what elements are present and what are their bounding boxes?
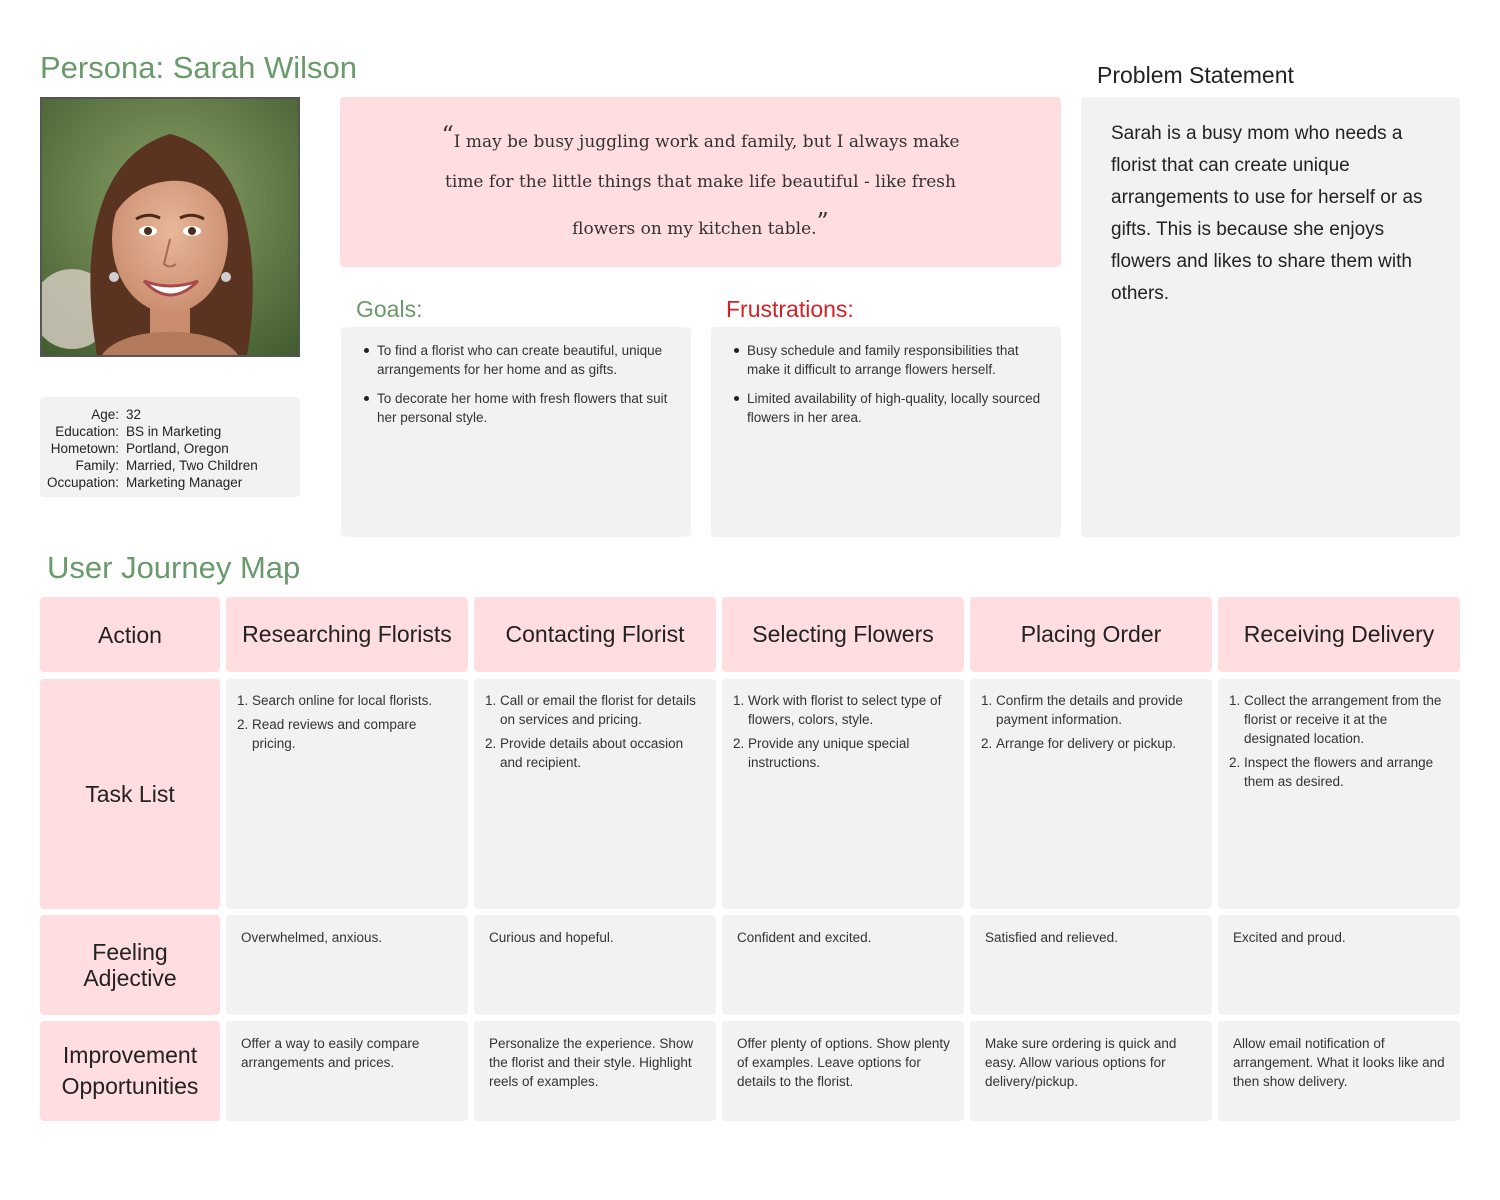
row-header-label: Improvement xyxy=(62,1042,198,1068)
feeling-cell xyxy=(474,915,716,1015)
task-text: Confirm the details and provide payment information. xyxy=(996,693,1183,727)
persona-quote xyxy=(440,115,961,249)
persona-portrait-image xyxy=(42,99,298,355)
persona-title: Persona: Sarah Wilson xyxy=(40,50,358,85)
info-key: Family: xyxy=(75,458,119,473)
info-value: Marketing Manager xyxy=(126,475,243,490)
task-item xyxy=(981,734,1202,753)
feeling-text: Satisfied and relieved. xyxy=(985,930,1118,945)
feeling-cell xyxy=(722,915,964,1015)
task-list xyxy=(722,679,964,772)
quote-text: I may be busy juggling work and family, but I always make time for the little things that make life beautiful - like fresh flowers on my kitchen table. xyxy=(445,132,960,239)
improvement-text: Offer plenty of options. Show plenty of examples. Leave options for details to the florist. xyxy=(737,1036,950,1089)
task-number: 2. xyxy=(981,736,993,751)
frustration-item: Limited availability of high-quality, locally sourced flowers in her area. xyxy=(733,389,1047,427)
stage-name: Contacting Florist xyxy=(505,621,685,647)
problem-statement-heading: Problem Statement xyxy=(1097,62,1294,88)
task-item xyxy=(733,734,954,772)
row-header-improvement xyxy=(40,1021,220,1121)
stage-header xyxy=(970,597,1212,672)
stage-name: Placing Order xyxy=(1020,621,1162,647)
task-item xyxy=(485,691,706,729)
task-list xyxy=(226,679,468,753)
task-text: Search online for local florists. xyxy=(252,693,433,708)
task-text: Provide details about occasion and recipient. xyxy=(500,736,684,770)
improvement-text: Make sure ordering is quick and easy. Allow various options for delivery/pickup. xyxy=(985,1036,1177,1089)
info-row xyxy=(40,457,300,474)
stage-name: Researching Florists xyxy=(242,621,452,647)
row-header-feeling xyxy=(40,915,220,1015)
task-number: 1. xyxy=(733,693,745,708)
problem-statement-card xyxy=(1081,97,1460,537)
task-number: 1. xyxy=(981,693,993,708)
stage-header xyxy=(226,597,468,672)
row-header-label: Adjective xyxy=(83,965,177,991)
frustrations-list xyxy=(733,341,1047,427)
task-item xyxy=(1229,753,1450,791)
improvement-cell xyxy=(722,1021,964,1121)
row-header-label: Action xyxy=(98,621,162,648)
task-item xyxy=(1229,691,1450,748)
row-header-label: Opportunities xyxy=(61,1073,199,1099)
task-item xyxy=(485,734,706,772)
info-value: Portland, Oregon xyxy=(126,441,229,456)
goal-item: To decorate her home with fresh flowers that suit her personal style. xyxy=(363,389,673,427)
stage-name: Receiving Delivery xyxy=(1243,621,1435,647)
improvement-cell xyxy=(226,1021,468,1121)
feeling-text: Confident and excited. xyxy=(737,930,872,945)
improvement-cell xyxy=(1218,1021,1460,1121)
persona-photo xyxy=(40,97,300,357)
task-list-cell xyxy=(474,679,716,909)
task-number: 1. xyxy=(485,693,497,708)
improvement-text: Offer a way to easily compare arrangements and prices. xyxy=(241,1036,420,1070)
feeling-cell xyxy=(1218,915,1460,1015)
info-key: Age: xyxy=(91,407,119,422)
task-list xyxy=(970,679,1212,753)
task-text: Provide any unique special instructions. xyxy=(748,736,910,770)
open-quote-mark: “ xyxy=(441,121,454,149)
task-item xyxy=(237,715,458,753)
task-number: 2. xyxy=(237,717,249,732)
task-list xyxy=(1218,679,1460,791)
frustrations-heading: Frustrations: xyxy=(726,296,854,322)
frustrations-card xyxy=(711,327,1061,537)
quote-box xyxy=(340,97,1061,267)
goals-list xyxy=(363,341,673,427)
journey-map-title: User Journey Map xyxy=(47,550,301,585)
task-text: Call or email the florist for details on services and pricing. xyxy=(500,693,696,727)
goals-card xyxy=(341,327,691,537)
stage-header xyxy=(722,597,964,672)
stage-header xyxy=(474,597,716,672)
problem-statement-text: Sarah is a busy mom who needs a florist that can create unique arrangements to use for herself or as gifts. This is because she enjoys flowers and likes to share them with others. xyxy=(1111,123,1423,304)
task-text: Inspect the flowers and arrange them as desired. xyxy=(1244,755,1434,789)
info-value: Married, Two Children xyxy=(126,458,258,473)
info-key: Hometown: xyxy=(50,441,119,456)
goal-item: To find a florist who can create beautiful, unique arrangements for her home and as gifts. xyxy=(363,341,673,379)
task-list-cell xyxy=(226,679,468,909)
info-value: BS in Marketing xyxy=(126,424,222,439)
info-row xyxy=(40,474,300,491)
frustration-item: Busy schedule and family responsibilities that make it difficult to arrange flowers herself. xyxy=(733,341,1047,379)
stage-header xyxy=(1218,597,1460,672)
goals-heading: Goals: xyxy=(356,296,423,322)
task-text: Read reviews and compare pricing. xyxy=(252,717,417,751)
task-text: Arrange for delivery or pickup. xyxy=(996,736,1177,751)
task-list-cell xyxy=(970,679,1212,909)
feeling-text: Curious and hopeful. xyxy=(489,930,614,945)
feeling-text: Overwhelmed, anxious. xyxy=(241,930,383,945)
close-quote-mark: ” xyxy=(816,208,829,236)
improvement-text: Personalize the experience. Show the florist and their style. Highlight reels of examples. xyxy=(489,1036,694,1089)
improvement-cell xyxy=(970,1021,1212,1121)
improvement-cell xyxy=(474,1021,716,1121)
info-key: Occupation: xyxy=(46,475,119,490)
task-item xyxy=(981,691,1202,729)
info-row xyxy=(40,406,300,423)
task-number: 2. xyxy=(1229,755,1241,770)
row-header-tasks xyxy=(40,679,220,909)
task-number: 2. xyxy=(733,736,745,751)
task-number: 1. xyxy=(237,693,249,708)
task-number: 2. xyxy=(485,736,497,751)
task-number: 1. xyxy=(1229,693,1241,708)
task-text: Collect the arrangement from the florist or receive it at the designated location. xyxy=(1244,693,1442,746)
task-list-cell xyxy=(1218,679,1460,909)
stage-name: Selecting Flowers xyxy=(752,621,934,647)
info-key: Education: xyxy=(55,424,119,439)
task-item xyxy=(237,691,458,710)
info-row xyxy=(40,423,300,440)
row-header-label: Feeling xyxy=(92,939,168,965)
row-header-action xyxy=(40,597,220,672)
row-header-label: Task List xyxy=(85,781,175,807)
task-list xyxy=(474,679,716,772)
feeling-cell xyxy=(226,915,468,1015)
info-row xyxy=(40,440,300,457)
info-value: 32 xyxy=(126,407,142,422)
task-text: Work with florist to select type of flowers, colors, style. xyxy=(748,693,942,727)
task-list-cell xyxy=(722,679,964,909)
task-item xyxy=(733,691,954,729)
feeling-cell xyxy=(970,915,1212,1015)
persona-info-card xyxy=(40,397,300,497)
improvement-text: Allow email notification of arrangement. What it looks like and then show delivery. xyxy=(1233,1036,1445,1089)
feeling-text: Excited and proud. xyxy=(1233,930,1346,945)
